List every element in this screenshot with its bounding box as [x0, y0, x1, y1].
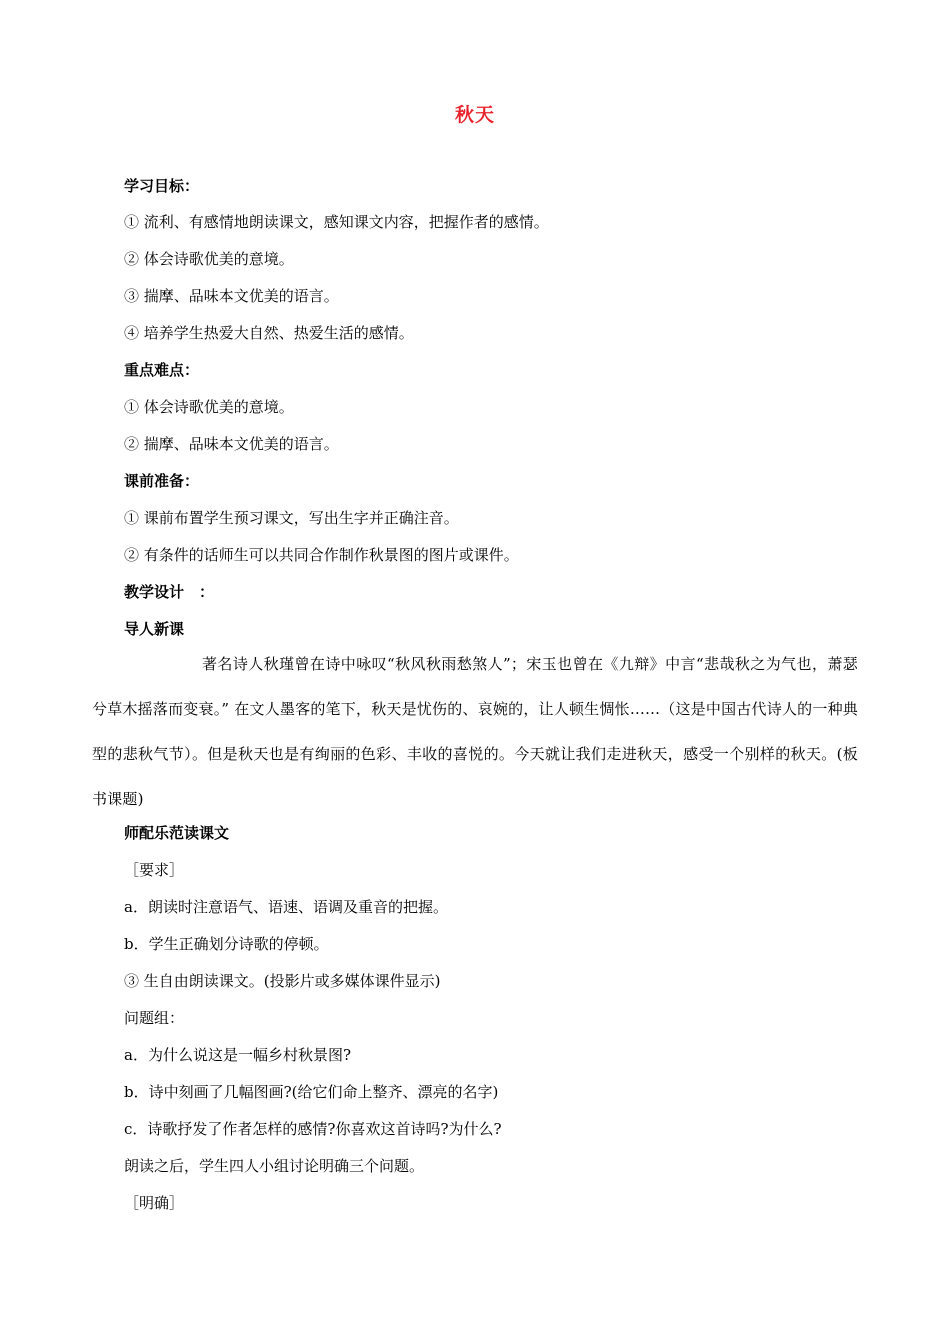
design-heading: 教学设计 ：: [124, 583, 215, 601]
key-points-heading: 重点难点：: [124, 361, 200, 379]
goal-item: ④ 培养学生热爱大自然、热爱生活的感情。: [124, 324, 414, 342]
question-item: c．诗歌抒发了作者怎样的感情?你喜欢这首诗吗?为什么?: [124, 1120, 502, 1138]
requirements-label: ［要求］: [124, 861, 185, 879]
requirement-item: ③ 生自由朗读课文。(投影片或多媒体课件显示): [124, 972, 441, 990]
goal-item: ② 体会诗歌优美的意境。: [124, 250, 294, 268]
goal-item: ③ 揣摩、品味本文优美的语言。: [124, 287, 339, 305]
key-point-item: ② 揣摩、品味本文优美的语言。: [124, 435, 339, 453]
intro-heading: 导人新课: [124, 620, 185, 638]
reading-heading: 师配乐范读课文: [124, 824, 230, 842]
question-item: b．诗中刻画了几幅图画?(给它们命上整齐、漂亮的名字): [124, 1083, 499, 1101]
goals-heading: 学习目标：: [124, 177, 200, 195]
requirement-item: a．朗读时注意语气、语速、语调及重音的把握。: [124, 898, 448, 916]
page-title: 秋天: [454, 104, 495, 126]
question-item: a．为什么说这是一幅乡村秋景图?: [124, 1046, 351, 1064]
preparation-item: ② 有条件的话师生可以共同合作制作秋景图的图片或课件。: [124, 546, 519, 564]
discussion-text: 朗读之后，学生四人小组讨论明确三个问题。: [124, 1157, 425, 1175]
requirement-item: b．学生正确划分诗歌的停顿。: [124, 935, 329, 953]
key-point-item: ① 体会诗歌优美的意境。: [124, 398, 294, 416]
preparation-heading: 课前准备：: [124, 472, 200, 490]
preparation-item: ① 课前布置学生预习课文，写出生字并正确注音。: [124, 509, 459, 527]
questions-label: 问题组：: [124, 1009, 185, 1027]
clarify-label: ［明确］: [124, 1194, 185, 1212]
intro-paragraph: 著名诗人秋瑾曾在诗中咏叹“秋风秋雨愁煞人”；宋玉也曾在《九辩》中言“悲哉秋之为气也，萧瑟兮草木摇落而变衰。” 在文人墨客的笔下，秋天是忧伤的、哀婉的，让人顿生惆怅……（这是中国古代诗人的一种典型的悲秋气节）。但是秋天也是有绚丽的色彩、丰收的喜悦的。今天就让我们走进秋天，感受一个别样的秋天。(板书课题): [92, 655, 858, 808]
goal-item: ① 流利、有感情地朗读课文，感知课文内容，把握作者的感情。: [124, 213, 549, 231]
